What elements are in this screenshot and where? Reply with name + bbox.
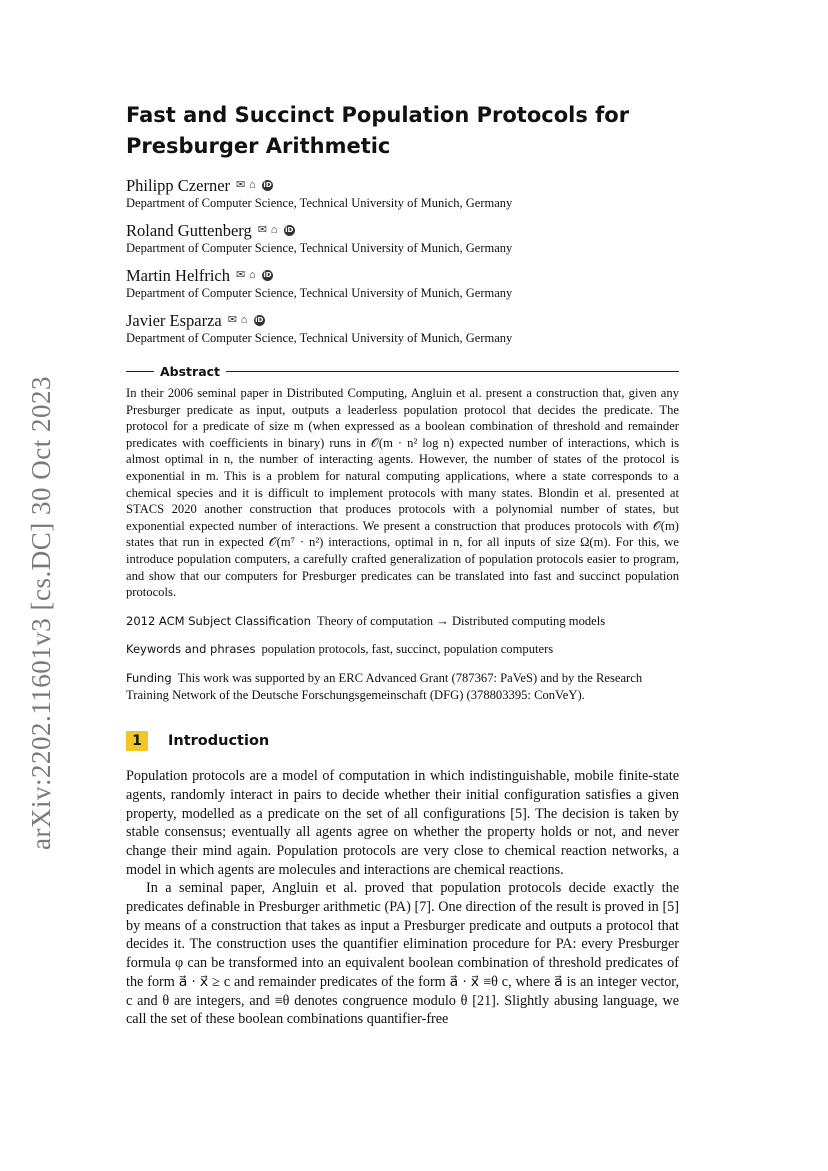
acm-value: Theory of computation → Distributed computing models xyxy=(316,613,606,628)
author-list xyxy=(126,176,679,346)
section-number: 1 xyxy=(126,731,148,751)
arxiv-id-text: arXiv:2202.11601v3 [cs.DC] 30 Oct 2023 xyxy=(26,376,56,850)
heading-rule xyxy=(126,371,154,372)
paper-page xyxy=(126,100,679,1029)
author-block xyxy=(126,176,679,211)
home-icon[interactable]: ⌂ xyxy=(249,269,256,281)
paper-title: Fast and Succinct Population Protocols for Presburger Arithmetic xyxy=(126,103,630,158)
keywords xyxy=(126,641,679,658)
author-block xyxy=(126,221,679,256)
author-affiliation: Department of Computer Science, Technical University of Munich, Germany xyxy=(126,241,513,255)
funding-label: Funding xyxy=(126,670,172,685)
home-icon[interactable]: ⌂ xyxy=(240,314,248,326)
author-block xyxy=(126,266,679,301)
author-name: Javier Esparza xyxy=(126,311,222,330)
body-paragraph: Population protocols are a model of computation in which indistinguishable, mobile finite-state agents, randomly interact in pairs to decide whether their initial configuration satisfies a given property, modelled as a predicate on the set of all configurations [5]. The decision is taken by stable consensus; eventually all agents agree on whether the property holds or not, and never change their mind again. Population protocols are very close to chemical reaction networks, a model in which agents are molecules and interactions are chemical reactions. xyxy=(126,768,679,878)
orcid-icon[interactable]: iD xyxy=(263,271,272,279)
section-heading xyxy=(126,731,679,751)
abstract-heading xyxy=(126,364,679,379)
keywords-label: Keywords and phrases xyxy=(126,642,256,657)
arxiv-identifier xyxy=(26,376,56,850)
funding-value: This work was supported by an ERC Advanced Grant (787367: PaVeS) and by the Research Training Network of the Deutsche Forschungsgemeinschaft (DFG) (378803395: ConVeY). xyxy=(126,670,643,702)
orcid-icon[interactable]: iD xyxy=(263,181,272,189)
home-icon[interactable]: ⌂ xyxy=(270,224,278,236)
abstract-label: Abstract xyxy=(160,364,221,379)
author-name: Roland Guttenberg xyxy=(126,221,252,240)
orcid-icon[interactable]: iD xyxy=(285,226,294,234)
abstract-text: In their 2006 seminal paper in Distributed Computing, Angluin et al. present a construction that, given any Presburger predicate as input, outputs a leaderless population protocol that decides the predicate. The protocol for a predicate of size m (when expressed as a boolean combination of threshold and remainder predicates with coefficients in binary) runs in 𝒪(m · n² log n) expected number of interactions, which is almost optimal in n, the number of interacting agents. However, the number of states of the protocol is exponential in m. This is a problem for natural computing applications, where a state corresponds to a chemical species and it is difficult to implement protocols with many states. Blondin et al. presented at STACS 2020 another construction that produces protocols with a polynomial number of states, but exponential expected number of interactions. We present a construction that produces protocols with 𝒪(m) states that run in expected 𝒪(m⁷ · n²) interactions, optimal in n, for all inputs of size Ω(m). For this, we introduce population computers, a carefully crafted generalization of population protocols easier to program, and show that our computers for Presburger predicates can be translated into fast and succinct population protocols. xyxy=(126,386,679,600)
author-affiliation: Department of Computer Science, Technical University of Munich, Germany xyxy=(126,286,513,300)
mail-icon[interactable]: ✉ xyxy=(236,179,246,191)
body-paragraph: In a seminal paper, Angluin et al. proved that population protocols decide exactly the predicates definable in Presburger arithmetic (PA) [7]. One direction of the result is proved in [5] by means of a construction that takes as input a Presburger predicate and outputs a protocol that decides it. The construction uses the quantifier elimination procedure for PA: every Presburger formula φ can be transformed into an equivalent boolean combination of threshold predicates of the form a⃗ · x⃗ ≥ c and remainder predicates of the form a⃗ · x⃗ ≡θ c, where a⃗ is an integer vector, c and θ are integers, and ≡θ denotes congruence modulo θ [21]. Slightly abusing language, we call the set of these boolean combinations quantifier-free xyxy=(126,880,679,1028)
section-title: Introduction xyxy=(168,733,270,750)
heading-rule xyxy=(226,371,679,372)
mail-icon[interactable]: ✉ xyxy=(257,224,267,236)
author-block xyxy=(126,311,679,346)
funding xyxy=(126,670,679,703)
author-name: Martin Helfrich xyxy=(126,266,231,285)
keywords-value: population protocols, fast, succinct, population computers xyxy=(261,642,554,657)
author-affiliation: Department of Computer Science, Technical University of Munich, Germany xyxy=(126,331,513,345)
mail-icon[interactable]: ✉ xyxy=(236,269,246,281)
acm-label: 2012 ACM Subject Classification xyxy=(126,613,311,628)
author-name: Philipp Czerner xyxy=(126,176,231,195)
author-affiliation: Department of Computer Science, Technical University of Munich, Germany xyxy=(126,196,513,210)
home-icon[interactable]: ⌂ xyxy=(249,179,256,191)
mail-icon[interactable]: ✉ xyxy=(227,314,237,326)
orcid-icon[interactable]: iD xyxy=(255,316,264,324)
acm-classification xyxy=(126,613,679,630)
